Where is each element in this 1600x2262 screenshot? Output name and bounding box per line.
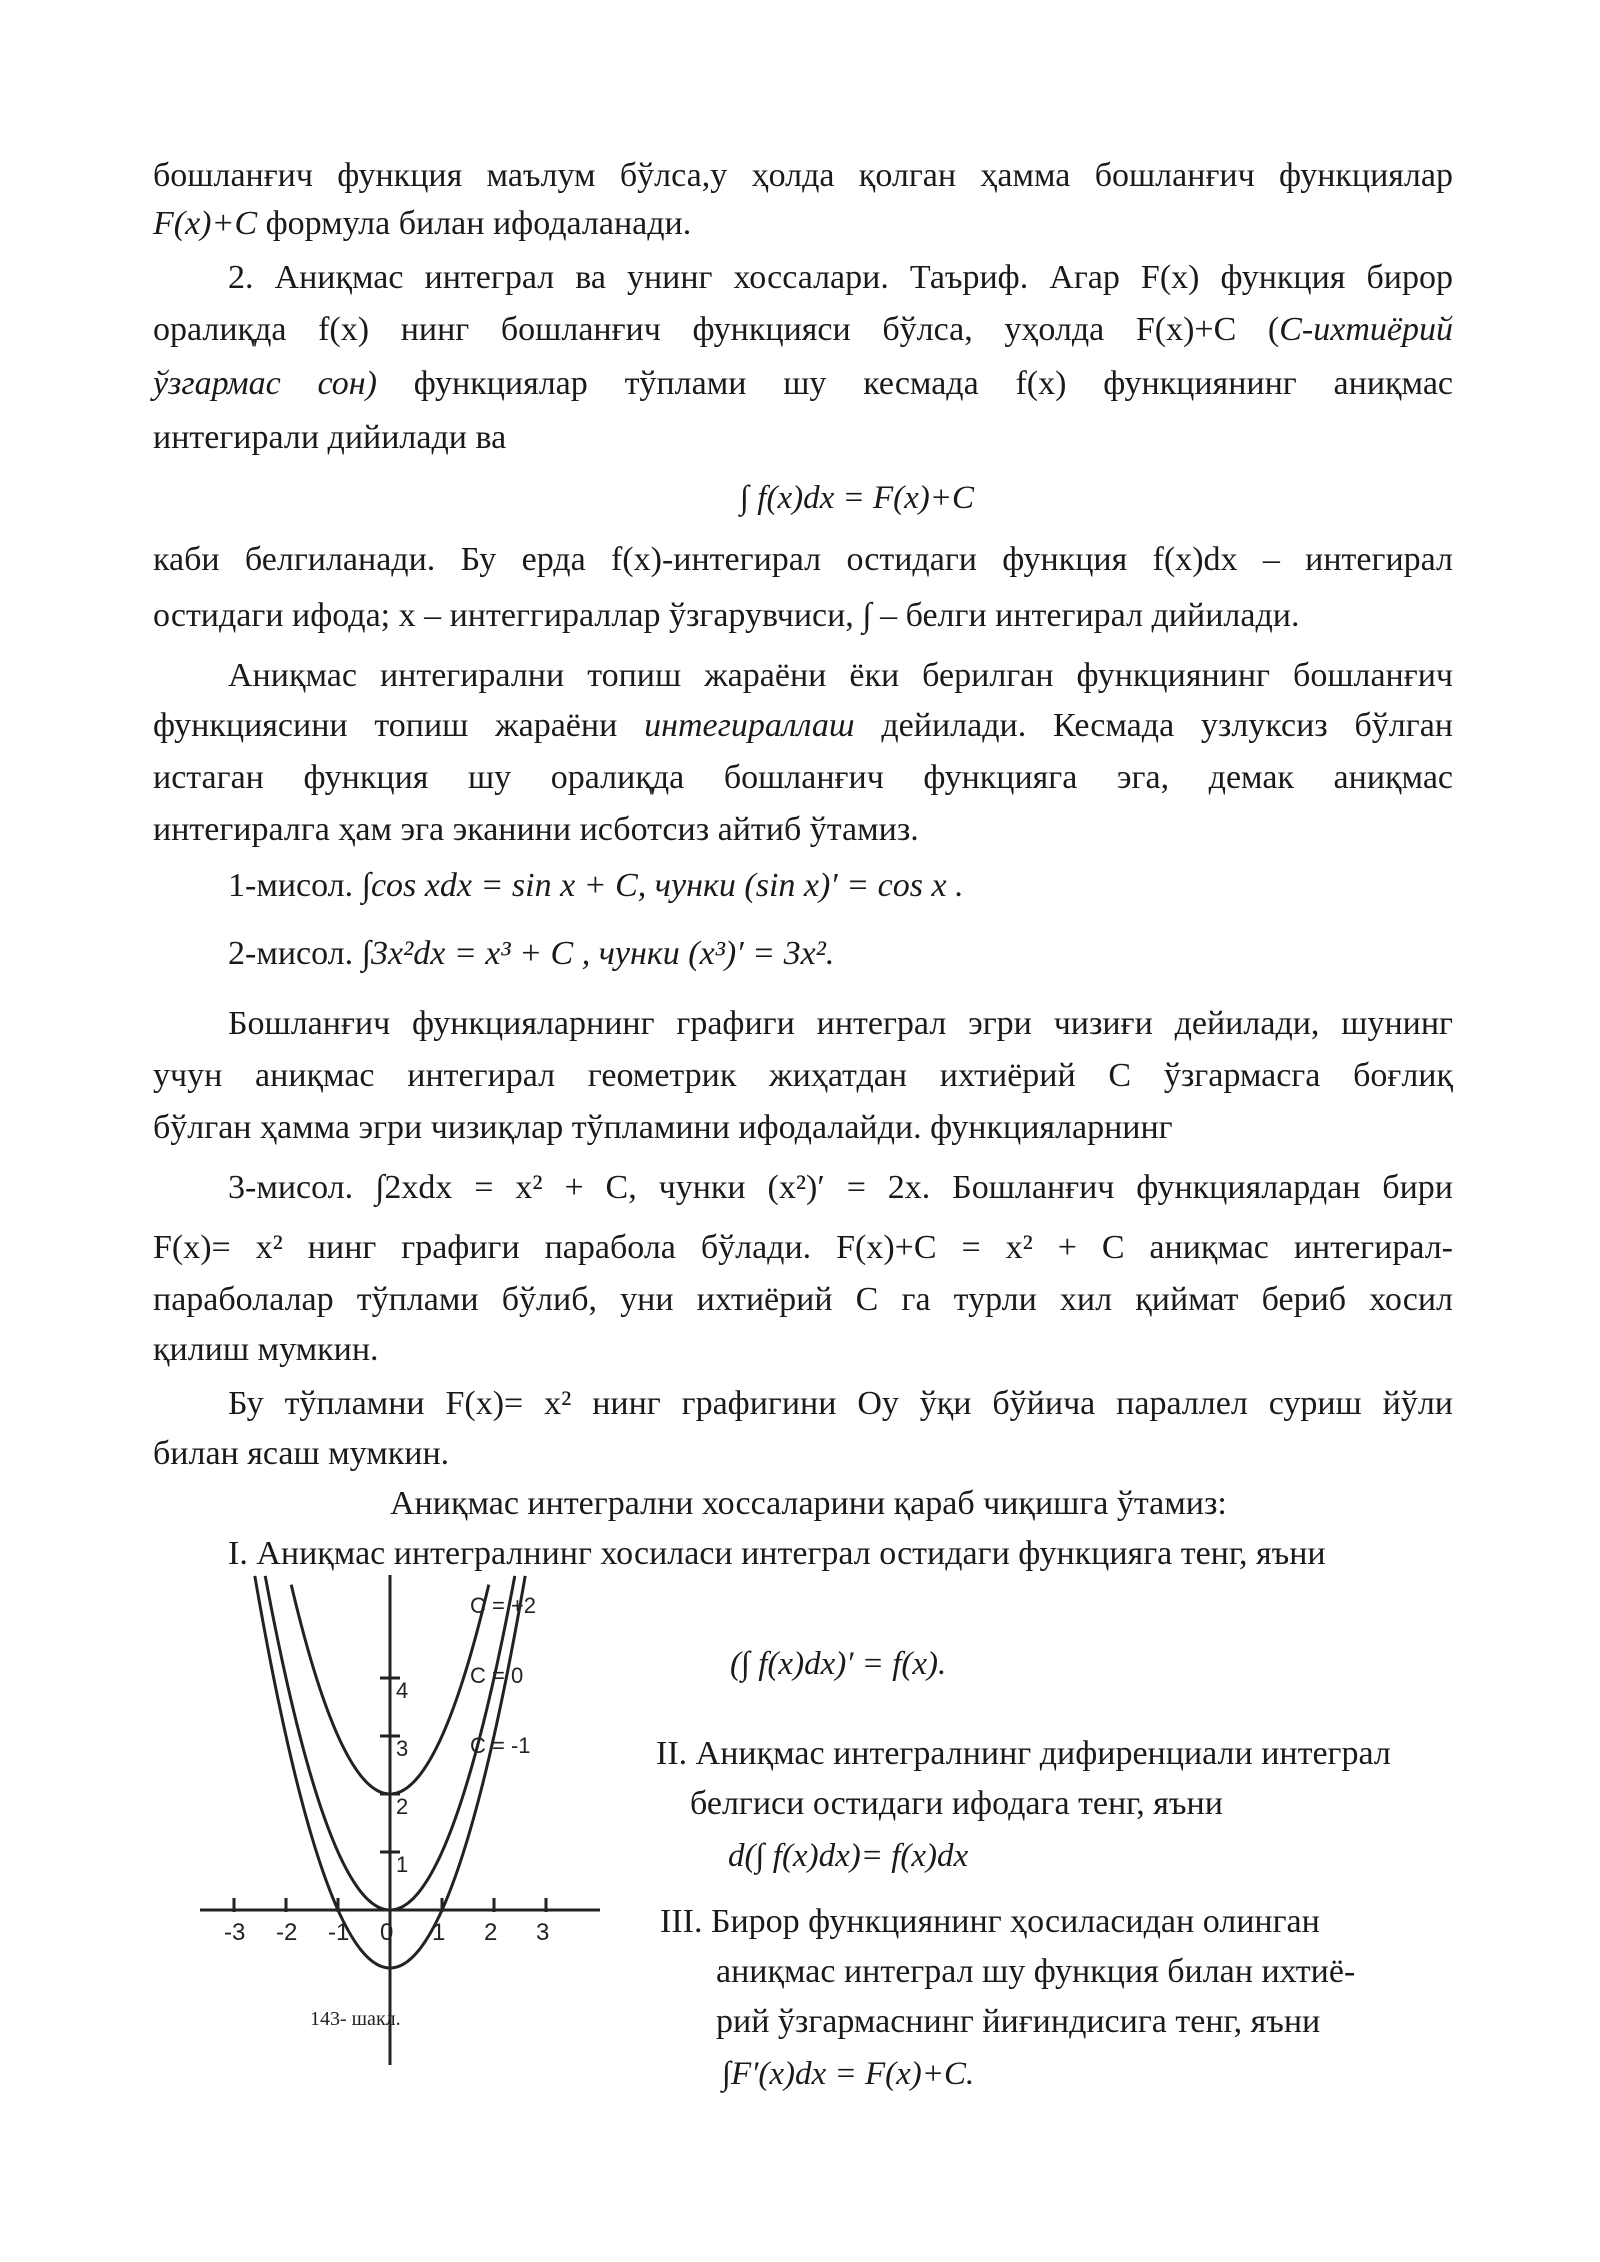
example-label: 3-мисол. <box>228 1169 354 1206</box>
formula-property-2: d(∫ f(x)dx)= f(x)dx <box>728 1838 969 1874</box>
y-tick-label: 1 <box>396 1852 409 1877</box>
text-span: дейилади. Кесмада узлуксиз бўлган <box>854 707 1453 744</box>
x-tick-label: 3 <box>536 1919 550 1946</box>
text-line: остидаги ифода; x – интеггираллар ўзгарувчиси, ∫ – белги интегирал дийилади. <box>153 597 1300 634</box>
x-tick-label: 1 <box>432 1919 446 1946</box>
y-tick-label: 3 <box>396 1736 409 1761</box>
text-line: каби белгиланади. Бу ерда f(x)-интегирал остидаги функция f(x)dx – интегирал <box>153 541 1453 578</box>
parabola-graph <box>180 1565 610 2085</box>
formula-inline: F(x)+C <box>153 205 258 242</box>
text-line: параболалар тўплами бўлиб, уни ихтиёрий C га турли хил қиймат бериб хосил <box>153 1281 1453 1318</box>
text-line: интегирали дийилади ва <box>153 419 507 456</box>
figure-caption: 143- шакл. <box>310 2008 401 2030</box>
example-label: 1-мисол. <box>228 867 354 904</box>
formula-property-1: (∫ f(x)dx)′ = f(x). <box>730 1646 947 1682</box>
x-tick-label: -3 <box>224 1919 246 1946</box>
example-formula: ∫3x²dx = x³ + C , чунки (x³)′ = 3x². <box>361 935 835 972</box>
text-line: Аниқмас интегирални топиш жараёни ёки берилган функциянинг бошланғич <box>228 657 1453 694</box>
text-line: Бу тўпламни F(x)= x² нинг графигини Oy ўқи бўйича параллел суриш йўли <box>228 1385 1453 1422</box>
text-span: функциялар тўплами шу кесмада f(x) функциянинг аниқмас <box>376 365 1453 402</box>
parabola-family-figure <box>180 1565 610 2085</box>
text-line: бошланғич функция маълум бўлса,у ҳолда қолган ҳамма бошланғич функциялар <box>153 157 1453 194</box>
curve-label: C = -1 <box>470 1733 531 1758</box>
property-3: III. Бирор функциянинг ҳосиласидан олинган <box>660 1903 1320 1940</box>
text-span-italic: ўзгармас сон) <box>153 365 377 402</box>
text-line <box>153 306 1453 354</box>
text-span: оралиқда f(x) нинг бошланғич функцияси бўлса, уҳолда F(x)+C ( <box>153 311 1280 348</box>
property-3-cont: рий ўзгармаснинг йиғиндисига тенг, яъни <box>716 2003 1321 2040</box>
text-span-italic: С-ихтиёрий <box>1279 311 1453 348</box>
x-tick-label: 0 <box>380 1919 394 1946</box>
text-line <box>153 702 1453 750</box>
text-line: 2. Аниқмас интеграл ва унинг хоссалари. Таъриф. Агар F(x) функция бирор <box>228 259 1453 296</box>
text-span: функциясини топиш жараёни <box>153 707 645 744</box>
example-label: 2-мисол. <box>228 935 354 972</box>
example-formula: ∫2xdx = x² + C, чунки (x²)′ = 2x. Бошланғич функциялардан бири <box>375 1169 1453 1206</box>
property-2: II. Аниқмас интегралнинг дифиренциали интеграл <box>656 1735 1391 1772</box>
text-line: қилиш мумкин. <box>153 1331 379 1368</box>
formula-property-3: ∫F′(x)dx = F(x)+C. <box>722 2056 975 2092</box>
x-tick-label: 2 <box>484 1919 498 1946</box>
text-span: формула билан ифодаланади. <box>265 205 692 242</box>
property-2-cont: белгиси остидаги ифодага тенг, яъни <box>690 1785 1223 1822</box>
x-tick-label: -1 <box>328 1919 350 1946</box>
curve-label: C = 0 <box>470 1663 524 1688</box>
text-line: интегиралга ҳам эга эканини исботсиз айтиб ўтамиз. <box>153 811 919 848</box>
x-tick-label: -2 <box>276 1919 298 1946</box>
example-line <box>228 862 1528 910</box>
text-line: билан ясаш мумкин. <box>153 1435 450 1472</box>
text-line: бўлган ҳамма эгри чизиқлар тўпламини ифодалайди. функцияларнинг <box>153 1109 1173 1146</box>
text-line: истаган функция шу оралиқда бошланғич функцияга эга, демак аниқмас <box>153 759 1453 796</box>
property-3-cont: аниқмас интеграл шу функция билан ихтиё- <box>716 1953 1356 1990</box>
text-span-italic: интегираллаш <box>644 707 855 744</box>
text-line <box>153 360 1453 408</box>
text-line <box>153 200 1453 248</box>
example-line <box>228 1164 1453 1212</box>
formula-definition: ∫ f(x)dx = F(x)+C <box>740 480 975 516</box>
text-line: учун аниқмас интегирал геометрик жиҳатдан ихтиёрий C ўзгармасга боғлиқ <box>153 1057 1453 1094</box>
example-formula: ∫cos xdx = sin x + C, чунки (sin x)′ = cos x . <box>361 867 964 904</box>
y-tick-label: 4 <box>396 1678 409 1703</box>
y-tick-label: 2 <box>396 1794 409 1819</box>
property-1: I. Аниқмас интегралнинг хосиласи интеграл остидаги функцияга тенг, яъни <box>228 1535 1326 1572</box>
section-heading: Аниқмас интегрални хоссаларини қараб чиқишга ўтамиз: <box>390 1485 1227 1522</box>
text-line: Бошланғич функцияларнинг графиги интеграл эгри чизиғи дейилади, шунинг <box>228 1005 1453 1042</box>
text-line: F(x)= x² нинг графиги парабола бўлади. F(x)+C = x² + C аниқмас интегирал- <box>153 1229 1453 1266</box>
example-line <box>228 930 1528 978</box>
curve-label: C = +2 <box>470 1593 537 1618</box>
